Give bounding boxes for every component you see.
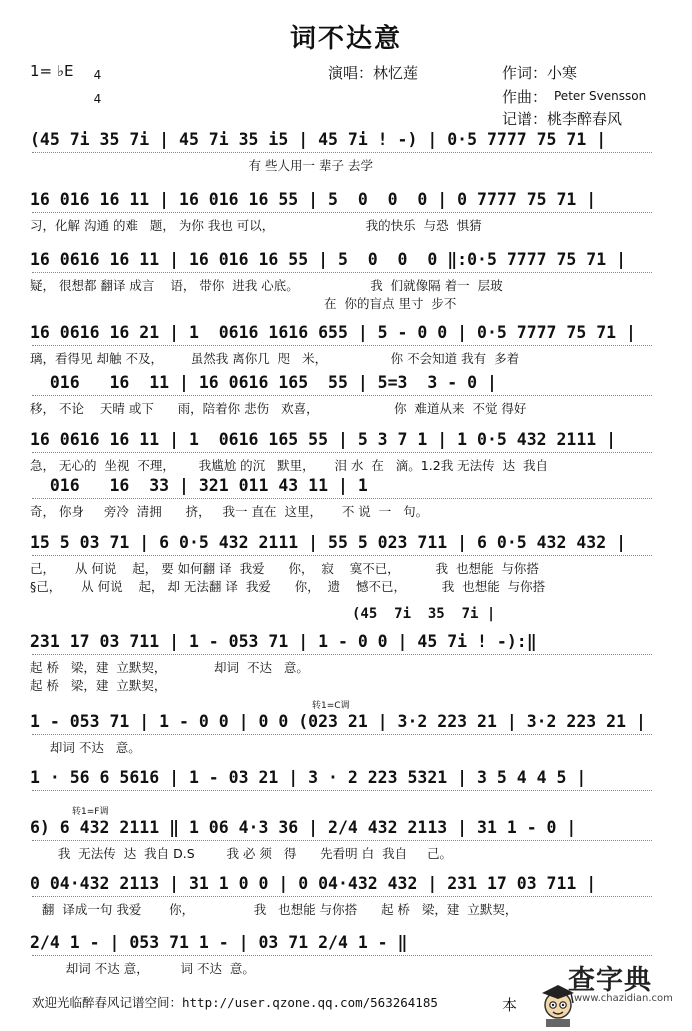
- score-row-notes: 0 04·432 2113 | 31 1 0 0 | 0 04·432 432 | 231 17 03 711 |: [30, 874, 597, 893]
- score-row-notes: 1 · 56 6 5616 | 1 - 03 21 | 3 · 2 223 5321 | 3 5 4 4 5 |: [30, 768, 587, 787]
- score-row-lyrics: 璃，看得见 却触 不及， 虽然我 离你几 咫 米， 你 不会知道 我有 多着: [30, 351, 520, 366]
- score-row-notes: 1 - 053 71 | 1 - 0 0 | 0 0 (023 21 | 3·2 223 21 | 3·2 223 21 |: [30, 712, 646, 731]
- singer-credit: 演唱：林忆莲: [328, 64, 419, 82]
- score-row-notes: 16 0616 16 11 | 16 016 16 55 | 5 0 0 0 ‖:0·5 7777 75 71 |: [30, 250, 627, 269]
- modulation-mark: 转1=F调: [72, 807, 109, 817]
- score-row-notes: 6) 6 432 2111 ‖ 1 06 4·3 36 | 2/4 432 2113 | 31 1 - 0 |: [30, 818, 577, 837]
- score-row-lyrics-second: 在 你的盲点 里寸 步不: [30, 296, 457, 311]
- beam-line: [32, 734, 652, 735]
- footer-text: 欢迎光临醉春风记谱空间：http://user.qzone.qq.com/563264185: [32, 995, 438, 1010]
- song-title: 词不达意: [289, 24, 402, 54]
- score-row-notes: 016 16 33 | 321 011 43 11 | 1: [30, 476, 368, 495]
- beam-line: [32, 395, 652, 396]
- score-row-notes: 2/4 1 - | 053 71 1 - | 03 71 2/4 1 - ‖: [30, 933, 408, 952]
- modulation-mark: 转1=C调: [312, 701, 350, 711]
- beam-line: [32, 498, 652, 499]
- score-row-prefix: (45 7i 35 7i |: [352, 606, 496, 622]
- score-row-lyrics: 疑， 很想都 翻译 成言 语， 带你 进我 心底。 我 们就像隔 着一 层玻: [30, 278, 503, 293]
- score-row-lyrics: 翻 译成一句 我爱 你， 我 也想能 与你搭 起 桥 梁，建 立默契，: [30, 902, 518, 917]
- time-signature: [86, 57, 102, 106]
- score-row-lyrics: 我 无法传 达 我自 D.S 我 必 须 得 先看明 白 我自 己。: [30, 846, 452, 861]
- score-row-lyrics-second: §己， 从 何说 起， 却 无法翻 译 我爱 你， 遗 憾不已， 我 也想能 与你搭: [30, 579, 546, 594]
- beam-line: [32, 955, 652, 956]
- beam-line: [32, 790, 652, 791]
- beam-line: [32, 555, 652, 556]
- score-row-notes: 16 0616 16 21 | 1 0616 1616 655 | 5 - 0 0 | 0·5 7777 75 71 |: [30, 323, 636, 342]
- time-numerator: 4: [93, 68, 102, 82]
- site-logo-text: 查字典: [568, 965, 652, 996]
- score-row-notes: 016 16 11 | 16 0616 165 55 | 5=3 3 - 0 |: [30, 373, 497, 392]
- transcriber-credit: 记谱：桃李醉春风: [502, 110, 623, 128]
- score-row-lyrics: 起 桥 梁，建 立默契， 却词 不达 意。: [30, 660, 309, 675]
- page-mark: 本: [502, 996, 518, 1014]
- site-logo-url: www.chazidian.com: [574, 993, 673, 1004]
- score-row-lyrics: 有 些人用一 辈子 去学: [30, 158, 373, 173]
- score-row-lyrics-second: 起 桥 梁，建 立默契，: [30, 678, 167, 693]
- key-signature: 1= ♭E: [30, 62, 74, 80]
- beam-line: [32, 212, 652, 213]
- score-row-notes: 16 0616 16 11 | 1 0616 165 55 | 5 3 7 1 | 1 0·5 432 2111 |: [30, 430, 617, 449]
- mascot-icon: [528, 962, 568, 1008]
- composer-label: 作曲：: [502, 88, 548, 106]
- beam-line: [32, 272, 652, 273]
- composer-credit: Peter Svensson: [554, 89, 647, 103]
- score-row-notes: 16 016 16 11 | 16 016 16 55 | 5 0 0 0 | 0 7777 75 71 |: [30, 190, 597, 209]
- score-row-notes: (45 7i 35 7i | 45 7i 35 i5 | 45 7i ! -) | 0·5 7777 75 71 |: [30, 130, 607, 149]
- score-row-notes: 231 17 03 711 | 1 - 053 71 | 1 - 0 0 | 45 7i ! -):‖: [30, 632, 537, 651]
- beam-line: [32, 840, 652, 841]
- score-row-lyrics: 却词 不达 意。: [30, 740, 141, 755]
- beam-line: [32, 152, 652, 153]
- score-row-lyrics: 却词 不达 意， 词 不达 意。: [30, 961, 255, 976]
- score-row-lyrics: 急， 无心的 坐视 不理， 我尴尬 的沉 默里， 泪 水 在 滴。1.2我 无法传 达 我自: [30, 458, 549, 473]
- beam-line: [32, 452, 652, 453]
- score-row-lyrics: 移， 不论 天晴 或下 雨，陪着你 悲伤 欢喜， 你 难道从来 不觉 得好: [30, 401, 527, 416]
- score-row-lyrics: 奇， 你身 旁冷 清拥 挤， 我一 直在 这里， 不 说 一 句。: [30, 504, 429, 519]
- score-row-notes: 15 5 03 71 | 6 0·5 432 2111 | 55 5 023 711 | 6 0·5 432 432 |: [30, 533, 627, 552]
- lyricist-credit: 作词：小寒: [502, 64, 578, 82]
- time-denominator: 4: [93, 92, 102, 106]
- score-row-lyrics: 习，化解 沟通 的难 题， 为你 我也 可以， 我的快乐 与恐 惧猜: [30, 218, 482, 233]
- beam-line: [32, 345, 652, 346]
- score-row-lyrics: 己， 从 何说 起， 要 如何翻 译 我爱 你， 寂 寞不已， 我 也想能 与你搭: [30, 561, 539, 576]
- beam-line: [32, 896, 652, 897]
- beam-line: [32, 654, 652, 655]
